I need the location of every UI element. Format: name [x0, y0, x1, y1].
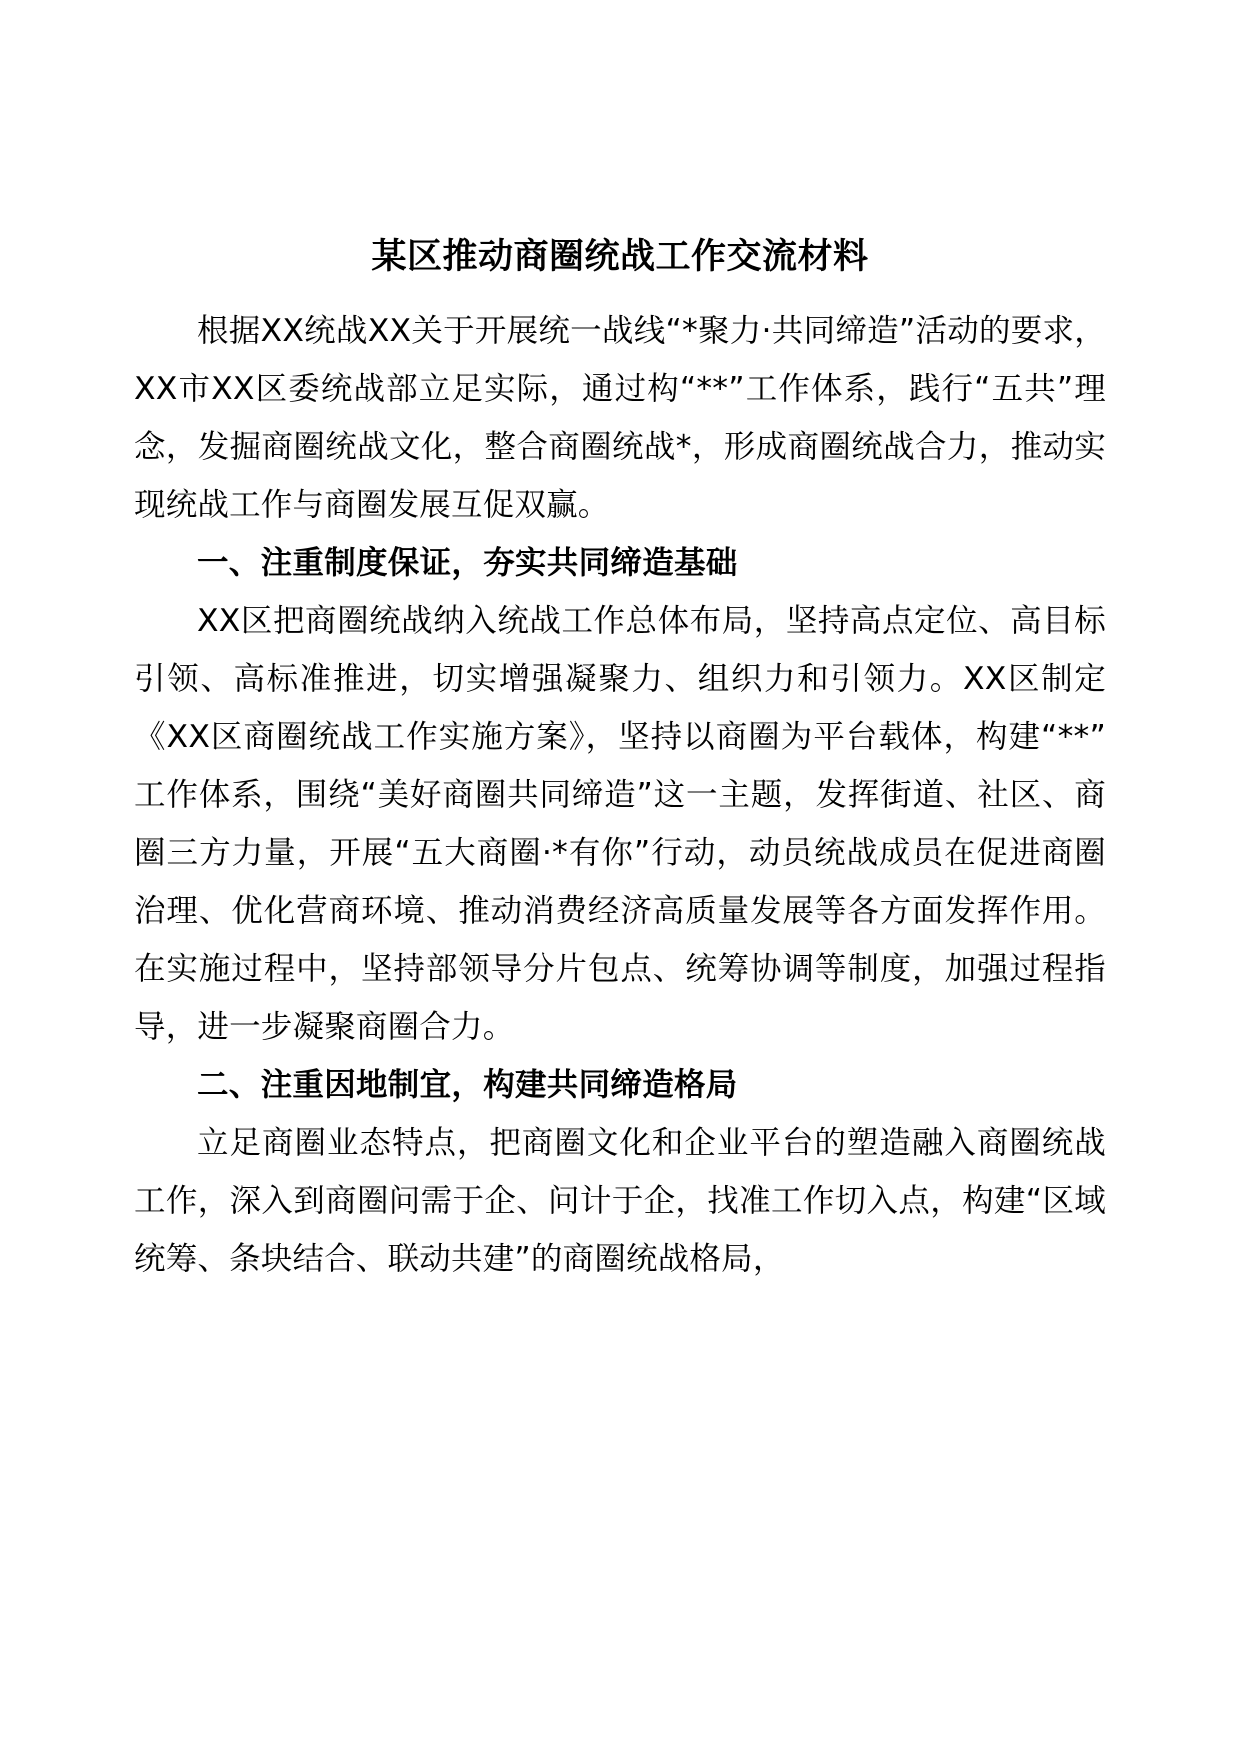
- paragraph-intro: 根据XX统战XX关于开展统一战线“*聚力·共同缔造”活动的要求，XX市XX区委统战部立足实际，通过构“**”工作体系，践行“五共”理念，发掘商圈统战文化，整合商圈统战*，形成商圈统战合力，推动实现统战工作与商圈发展互促双赢。: [134, 312, 1106, 523]
- paragraph-section-two: 立足商圈业态特点，把商圈文化和企业平台的塑造融入商圈统战工作，深入到商圈问需于企、问计于企，找准工作切入点，构建“区域统筹、条块结合、联动共建”的商圈统战格局，: [134, 1124, 1106, 1277]
- paragraph-section-one: XX区把商圈统战纳入统战工作总体布局，坚持高点定位、高目标引领、高标准推进，切实增强凝聚力、组织力和引领力。XX区制定《XX区商圈统战工作实施方案》，坚持以商圈为平台载体，构建“**”工作体系，围绕“美好商圈共同缔造”这一主题，发挥街道、社区、商圈三方力量，开展“五大商圈·*有你”行动，动员统战成员在促进商圈治理、优化营商环境、推动消费经济高质量发展等各方面发挥作用。在实施过程中，坚持部领导分片包点、统筹协调等制度，加强过程指导，进一步凝聚商圈合力。: [134, 602, 1106, 1045]
- section-heading-one: 一、注重制度保证，夯实共同缔造基础: [197, 544, 738, 581]
- page-title: 某区推动商圈统战工作交流材料: [371, 237, 869, 277]
- section-heading-two: 二、注重因地制宜，构建共同缔造格局: [197, 1066, 738, 1103]
- document-body: [134, 236, 1106, 1288]
